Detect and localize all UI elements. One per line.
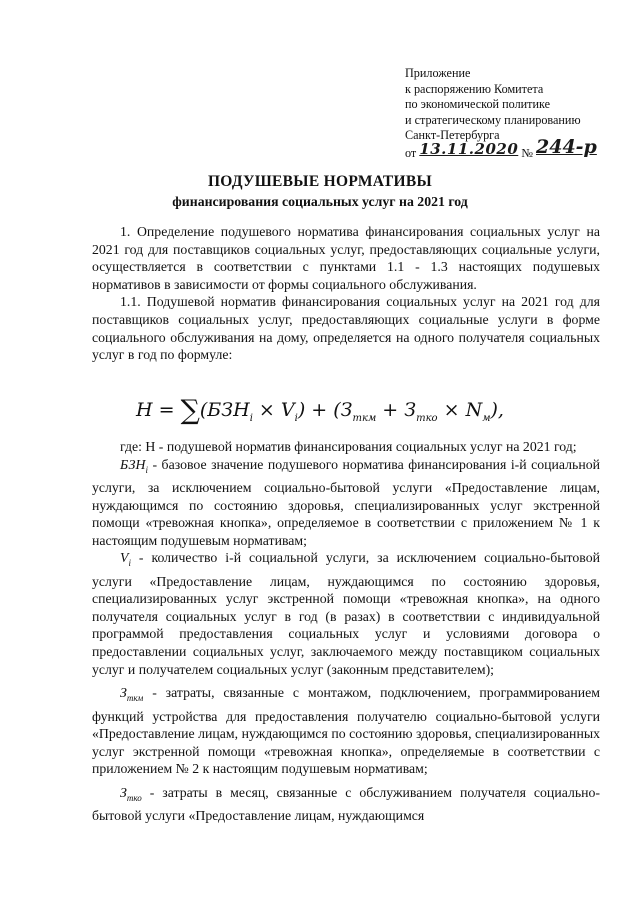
formula-lhs: H = xyxy=(136,399,181,421)
appendix-line: и стратегическому планированию xyxy=(405,112,581,127)
paragraph-1: 1. Определение подушевого норматива финансирования социальных услуг на 2021 год для поставщиков социальных услуг, предоставляющих социальные услуги, осуществляется в соответствии с пунктами 1.1 - 1.3 настоящих подушевых нормативов в зависимости от формы социального обслуживания. xyxy=(92,224,600,292)
symbol-ztkm: $З_{ткм}$ xyxy=(120,685,144,703)
formula-sub: i xyxy=(294,412,298,424)
definition-bzn: $БЗН_i$ - базовое значение подушевого норматива финансирования i-й социальной услуги, за исключением социально-бытовой услуги «Предоставление лицам, нуждающимся по состоянию здоровья, специализированных услуг экстренной помощи «тревожная кнопка», определяемое в соответствии с приложением № 1 к настоящим подушевым нормативам; xyxy=(92,456,600,548)
definition-ztko: $З_{тко}$ - затраты в месяц, связанные с обслуживанием получателя социально-бытовой услуги «Предоставление лицам, нуждающимся xyxy=(92,784,600,824)
appendix-line: Приложение xyxy=(405,66,471,80)
formula xyxy=(0,392,640,424)
formula-term: ) + (З xyxy=(297,399,353,421)
symbol-ztko: $З_{тко}$ xyxy=(120,784,142,803)
appendix-line: по экономической политике xyxy=(405,97,551,112)
formula-sub: м xyxy=(482,412,491,424)
appendix-line: к распоряжению Комитета xyxy=(405,81,544,96)
appendix-block xyxy=(405,66,597,162)
definition-ztkm: $З_{ткм}$ - затраты, связанные с монтажом, подключением, программированием функций устройства для предоставления получателю социально-бытовой услуги «Предоставление лицам, нуждающимся по состоянию здоровья, специализированных услуг экстренной помощи «тревожная кнопка», определяемые в соответствии с приложением № 2 к настоящим подушевым нормативам; xyxy=(92,685,600,777)
definitions-text xyxy=(92,438,600,825)
sum-sign: ∑ xyxy=(180,395,200,426)
intro-text xyxy=(92,223,600,364)
formula-term: ), xyxy=(490,399,504,421)
handwritten-order-number: 244-р xyxy=(536,135,597,158)
formula-term: (БЗН xyxy=(199,399,250,421)
formula-sub: i xyxy=(249,412,253,424)
appendix-line: Санкт-Петербурга xyxy=(405,128,500,143)
handwritten-date: 13.11.2020 xyxy=(419,139,519,158)
definition-where: где: H - подушевой норматив финансирования социальных услуг на 2021 год; xyxy=(120,439,577,454)
date-prefix: от xyxy=(405,145,417,160)
formula-term: × V xyxy=(252,399,295,421)
symbol-bzn: $БЗН_i$ xyxy=(120,456,148,475)
symbol-v: $V_i$ xyxy=(120,550,131,569)
paragraph-1-1: 1.1. Подушевой норматив финансирования социальных услуг на 2021 год для поставщиков социальных услуг, предоставляющих социальные услуги в форме социального обслуживания на дому, определяется на одного получателя социальных услуг в год по формуле: xyxy=(92,294,600,363)
formula-term: × N xyxy=(437,399,483,421)
formula-sub: ткм xyxy=(352,412,377,424)
formula-term: + З xyxy=(376,399,417,421)
document-title: ПОДУШЕВЫЕ НОРМАТИВЫ xyxy=(207,173,433,190)
formula-sub: тко xyxy=(416,412,438,424)
number-prefix: № xyxy=(521,145,533,160)
document-subtitle: финансирования социальных услуг на 2021 год xyxy=(172,194,468,209)
definition-v: $V_i$ - количество i-й социальной услуги, за исключением социально-бытовой услуги «Предоставление лицам, нуждающимся по состоянию здоровья, специализированных услуг экстренной помощи «тревожная кнопка», на одного получателя социальных услуг в год (в разах) в соответствии с индивидуальной программой предоставления социальных услуг и условиями договора о предоставлении социальных услуг, заключаемого между поставщиком социальных услуг и получателем социальных услуг (законным представителем); xyxy=(92,550,600,677)
